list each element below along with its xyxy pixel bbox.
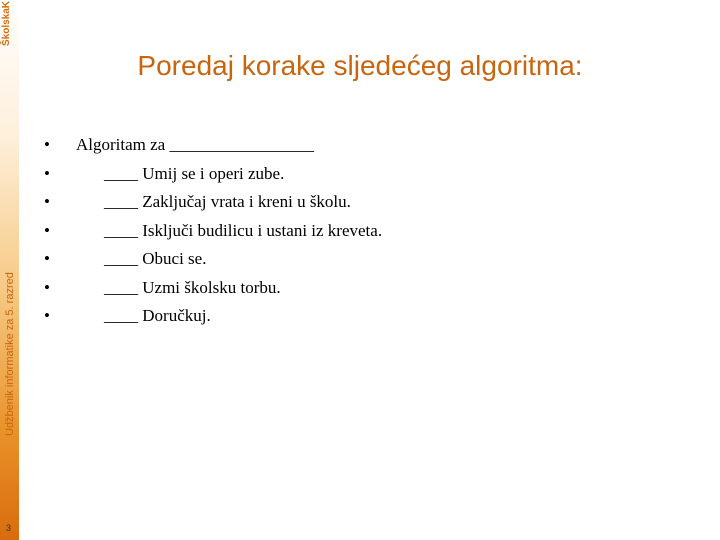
bullet-icon: • [44,163,50,183]
list-item [40,302,640,331]
list-item [40,131,640,160]
step-text: ____ Uzmi školsku torbu. [104,277,281,297]
list-item [40,245,640,274]
step-text: ____ Isključi budilicu i ustani iz kreveta. [104,220,383,240]
publisher-logo [1,2,17,46]
step-text: ____ Doručkuj. [104,306,211,325]
page-number: 3 [6,523,12,533]
list-item [40,160,640,189]
slide-title: Poredaj korake sljedećeg algoritma: [137,50,583,81]
step-text: ____ Zaključaj vrata i kreni u školu. [104,192,351,211]
bullet-icon: • [44,306,50,325]
algorithm-heading: Algoritam za _________________ [76,135,314,154]
list-item [40,188,640,217]
bullet-icon: • [44,277,50,297]
step-text: ____ Obuci se. [104,249,207,268]
publisher-logo-text: ŠkolskaK [1,0,12,46]
bullet-icon: • [44,135,50,154]
bullet-icon: • [44,220,50,240]
bullet-icon: • [44,249,50,268]
step-text: ____ Umij se i operi zube. [104,163,285,183]
bullet-icon: • [44,192,50,211]
list-item [40,274,640,303]
algorithm-steps-list [40,131,640,331]
list-item [40,217,640,246]
book-caption: Udžbenik informatike za 5. razred [4,272,16,436]
